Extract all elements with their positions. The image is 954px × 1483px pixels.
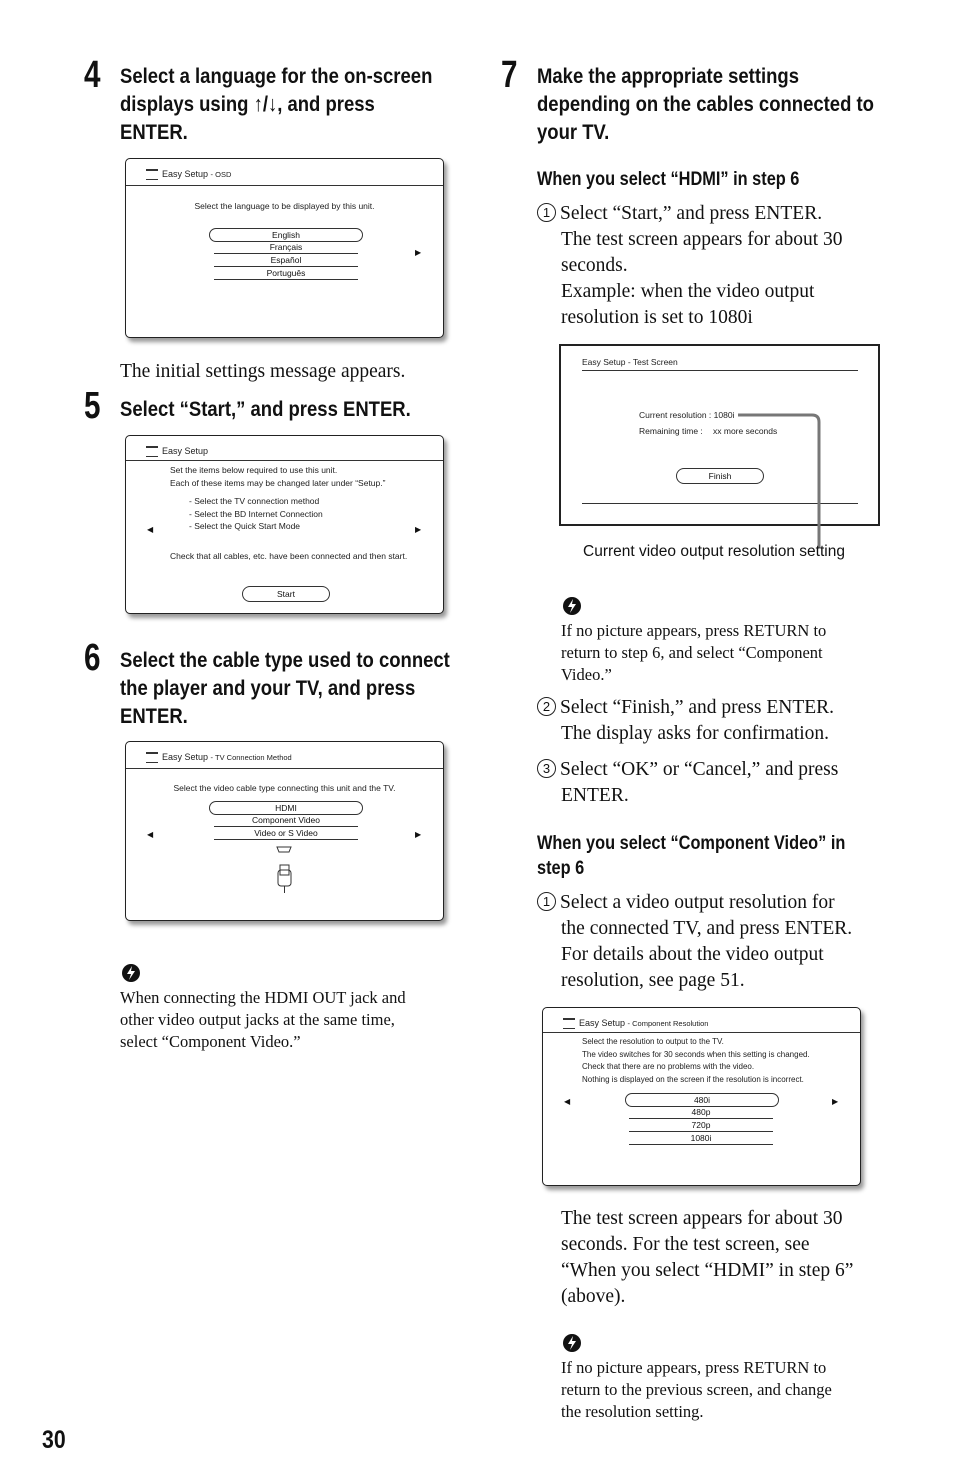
option-video-or-s-video[interactable]: Video or S Video [214,827,358,840]
step-number: 7 [501,54,518,96]
option-francais[interactable]: Français [214,241,358,254]
heading-line: Make the appropriate settings [537,64,800,88]
start-screen [125,435,444,614]
divider [543,1032,860,1033]
screen-title: Easy Setup - TV Connection Method [146,752,292,763]
screen-instruction: Select the language to be displayed by this unit. [194,201,375,211]
step-number: 4 [84,54,101,96]
heading-line: your TV. [537,120,610,144]
step-circle-number: 1 [537,203,556,222]
step-circle-number: 1 [537,892,556,911]
left-arrow-icon[interactable]: ◀ [147,525,154,534]
divider [126,460,443,461]
check-text: Check that all cables, etc. have been connected and then start. [170,551,408,561]
step-heading [537,62,898,146]
osd-screen [125,158,444,338]
heading-line: depending on the cables connected to [537,92,874,116]
setup-icon [563,1018,575,1029]
remaining-time-value: xx more seconds [713,426,778,436]
left-arrow-icon[interactable]: ◀ [147,830,154,839]
option-espanol[interactable]: Español [214,254,358,267]
callout-line [736,410,826,550]
after-text: The test screen appears for about 30 seconds. For the test screen, see “When you select “HDMI” in step 6” (above). [561,1208,854,1307]
left-arrow-icon[interactable]: ◀ [564,1097,571,1106]
component-step-1: 1 Select a video output resolution for the connected TV, and press ENTER. For details about the video output resolution, see page 51. [537,890,937,994]
heading-line: ENTER. [120,704,188,728]
hdmi-step-3: 3 Select “OK” or “Cancel,” and press ENTER. [537,757,917,809]
component-resolution-screen [542,1007,861,1186]
divider [126,768,443,769]
step-number: 5 [84,385,101,427]
step-heading [120,62,464,146]
hint-icon [562,596,582,616]
divider [126,185,443,186]
option-1080i[interactable]: 1080i [629,1132,773,1145]
hint-text: When connecting the HDMI OUT jack and other video output jacks at the same time, select “Component Video.” [120,988,406,1051]
hdmi-step-2: 2 Select “Finish,” and press ENTER. The display asks for confirmation. [537,695,917,747]
component-subheading: When you select “Component Video” in step 6 [537,833,846,879]
right-arrow-icon[interactable]: ▶ [832,1097,839,1106]
option-hdmi[interactable]: HDMI [209,801,363,815]
screen-title: Easy Setup - Component Resolution [563,1018,708,1029]
right-arrow-icon[interactable]: ▶ [415,525,422,534]
hdmi-subheading: When you select “HDMI” in step 6 [537,169,800,190]
hint-icon [121,963,141,983]
screen-text: Select the resolution to output to the TV. The video switches for 30 seconds when this setting is changed. Check that there are no problems with the video. Nothing is displayed on the screen if the resolution is incorrect. [582,1037,810,1084]
screen-title: Easy Setup - OSD [146,169,231,180]
option-component-video[interactable]: Component Video [214,814,358,827]
page-number: 30 [42,1426,66,1454]
tv-connection-screen [125,741,444,921]
callout-label: Current video output resolution setting [583,543,845,560]
hint-text: If no picture appears, press RETURN to return to the previous screen, and change the resolution setting. [561,1358,832,1421]
setup-items: - Select the TV connection method - Select the BD Internet Connection - Select the Quick Start Mode [189,496,323,531]
heading-line: displays using ↑/↓, and press [120,92,375,116]
finish-button[interactable]: Finish [676,468,764,484]
screen-instruction: Select the video cable type connecting this unit and the TV. [173,783,396,793]
start-button[interactable]: Start [242,586,330,602]
screen-text: Set the items below required to use this unit. Each of these items may be changed later under “Setup.” [170,465,386,488]
step-circle-number: 2 [537,697,556,716]
option-480i[interactable]: 480i [625,1093,779,1107]
heading-line: ENTER. [120,120,188,144]
right-arrow-icon[interactable]: ▶ [415,248,422,257]
screen-title: Easy Setup [146,446,208,457]
option-480p[interactable]: 480p [629,1106,773,1119]
option-720p[interactable]: 720p [629,1119,773,1132]
hint-icon [562,1333,582,1353]
initial-message: The initial settings message appears. [120,361,406,382]
heading-line: Select a language for the on-screen [120,64,433,88]
right-arrow-icon[interactable]: ▶ [415,830,422,839]
step-circle-number: 3 [537,759,556,778]
remaining-time-label: Remaining time : [639,426,703,436]
hdmi-cable-icon [274,845,296,897]
screen-title: Easy Setup - Test Screen [582,357,678,367]
step-heading [120,646,464,730]
current-resolution: Current resolution : 1080i [639,410,735,420]
option-portugues[interactable]: Português [214,267,358,280]
option-english[interactable]: English [209,228,363,242]
hint-text: If no picture appears, press RETURN to return to step 6, and select “Component Video.” [561,621,827,684]
heading-line: the player and your TV, and press [120,676,416,700]
step-heading: Select “Start,” and press ENTER. [120,397,411,421]
setup-icon [146,446,158,457]
heading-line: Select the cable type used to connect [120,648,450,672]
test-screen [559,344,880,526]
setup-icon [146,752,158,763]
setup-icon [146,169,158,180]
step-number: 6 [84,637,101,679]
hdmi-step-1: 1 Select “Start,” and press ENTER. The test screen appears for about 30 seconds. Example: when the video output resolution is set to 1080i [537,201,897,331]
divider [582,370,858,371]
